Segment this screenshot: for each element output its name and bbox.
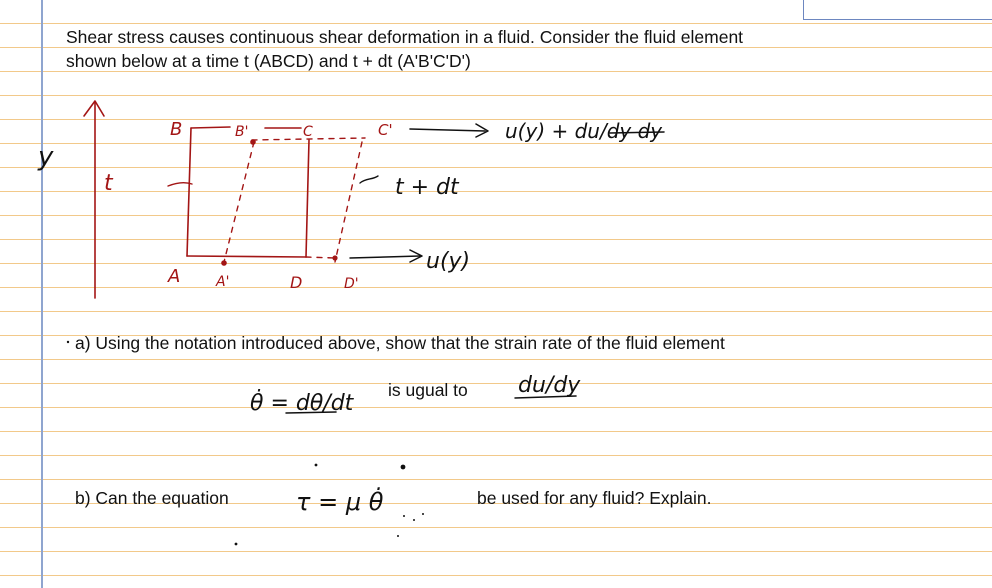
part-b-suffix: be used for any fluid? Explain. — [477, 488, 712, 508]
top-velocity-label: u(y) + du/dy dy — [505, 119, 663, 143]
tau-equation: τ = μ θ̇ — [296, 488, 384, 516]
part-a-text: a) Using the notation introduced above, show that the strain rate of the fluid element — [75, 333, 725, 353]
label-d: D — [290, 273, 303, 292]
label-c-prime: C' — [378, 121, 393, 139]
t-plus-dt-label: t + dt — [395, 175, 459, 200]
top-velocity-arrow — [410, 124, 488, 137]
theta-dot-formula: θ̇ = dθ/dt — [250, 391, 354, 416]
fraction-bars — [286, 132, 664, 413]
label-d-prime: D' — [344, 276, 359, 292]
part-b-prefix: b) Can the equation — [75, 488, 229, 508]
y-axis-label: y — [38, 142, 54, 172]
label-a-prime: A' — [216, 274, 230, 290]
element-abcd — [187, 127, 309, 257]
corner-dots — [221, 139, 337, 266]
u-of-y-label: u(y) — [426, 249, 471, 274]
intro-line-1: Shear stress causes continuous shear deformation in a fluid. Consider the fluid element — [66, 27, 744, 47]
label-c: C — [303, 124, 313, 140]
label-b: B — [170, 119, 183, 140]
label-b-prime: B' — [235, 124, 249, 140]
y-axis-arrow — [84, 101, 104, 298]
t-dt-pointer — [360, 176, 378, 183]
bottom-velocity-arrow — [350, 250, 422, 262]
is-equal-to-text: is ugual to — [388, 380, 468, 400]
du-dy-formula: du/dy — [518, 373, 581, 398]
label-a: A — [168, 266, 181, 287]
element-abcd-prime — [224, 138, 365, 262]
t-label: t — [104, 171, 113, 196]
t-pointer-line — [168, 183, 192, 186]
intro-line-2: shown below at a time t (ABCD) and t + dt (A'B'C'D') — [66, 51, 471, 71]
